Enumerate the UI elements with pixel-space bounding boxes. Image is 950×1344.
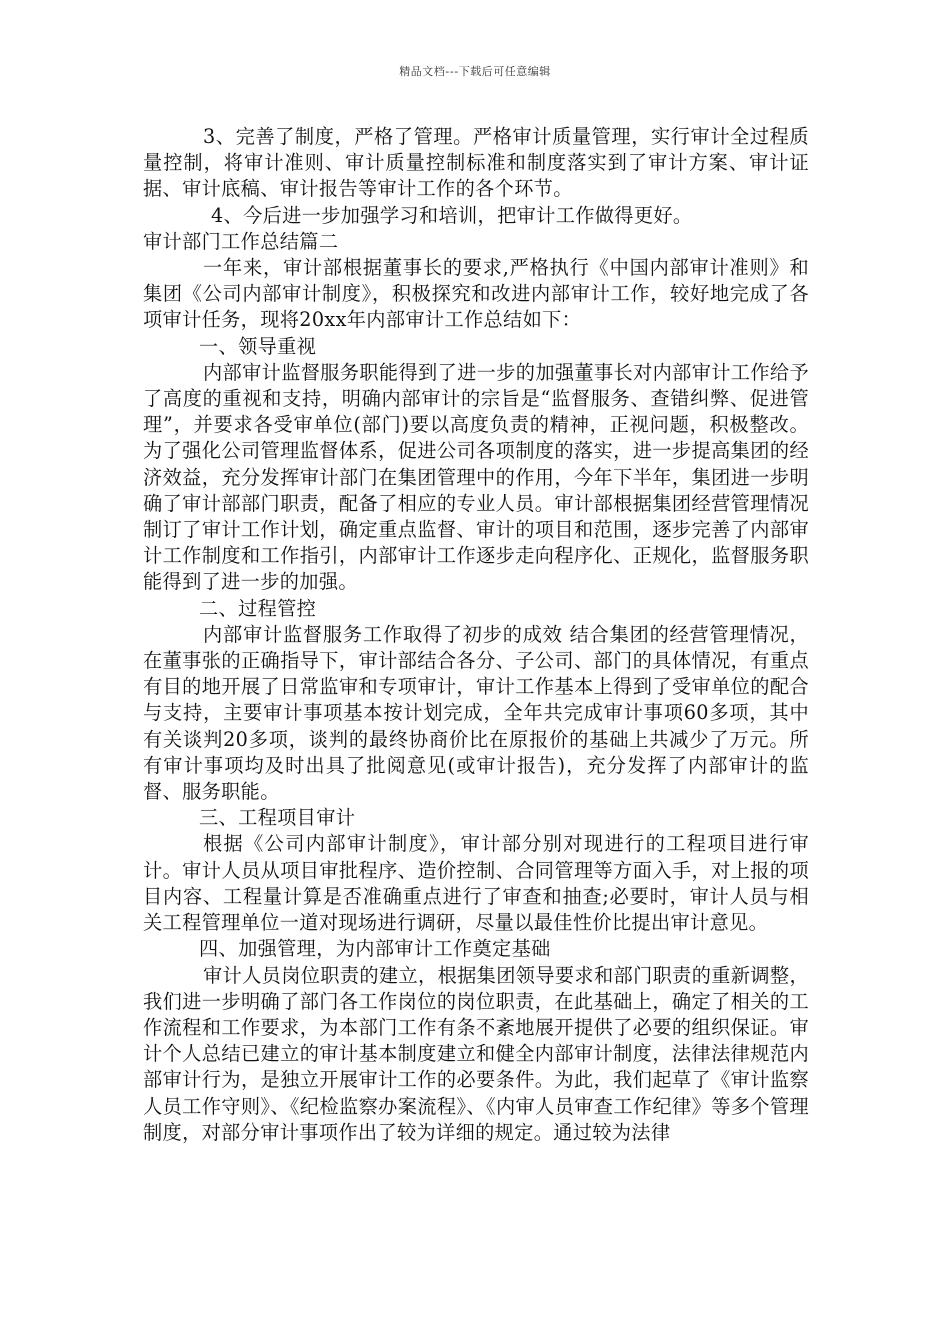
heading-strengthen-management: 四、加强管理，为内部审计工作奠定基础 — [199, 937, 551, 961]
paragraph-perfect-system: 3、完善了制度，严格了管理。严格审计质量管理，实行审计全过程质量控制，将审计准则、审计质量控制标准和制度落实到了审计方案、审计证据、审计底稿、审计报告等审计工作的各个环节。 — [143, 125, 809, 201]
paragraph-leadership: 内部审计监督服务职能得到了进一步的加强董事长对内部审计工作给予了高度的重视和支持，明确内部审计的宗旨是“监督服务、查错纠弊、促进管理”，并要求各受审单位(部门)要以高度负责的精神，正视问题，积极整改。为了强化公司管理监督体系，促进公司各项制度的落实，进一步提高集团的经济效益，充分发挥审计部门在集团管理中的作用，今年下半年，集团进一步明确了审计部部门职责，配备了相应的专业人员。审计部根据集团经营管理情况制订了审计工作计划，确定重点监督、审计的项目和范围，逐步完善了内部审计工作制度和工作指引，内部审计工作逐步走向程序化、正规化，监督服务职能得到了进一步的加强。 — [143, 360, 809, 594]
heading-process-control: 二、过程管控 — [199, 596, 317, 620]
heading-project-audit: 三、工程项目审计 — [199, 806, 356, 830]
header-note: 精品文档---下载后可任意编辑 — [399, 65, 551, 78]
section-title-part-two: 审计部门工作总结篇二 — [143, 229, 339, 253]
paragraph-intro-year: 一年来，审计部根据董事长的要求,严格执行《中国内部审计准则》和集团《公司内部审计制度》，积极探究和改进内部审计工作，较好地完成了各项审计任务，现将20xx年内部审计工作总结如下： — [143, 256, 809, 332]
paragraph-strengthen-management: 审计人员岗位职责的建立，根据集团领导要求和部门职责的重新调整，我们进一步明确了部门各工作岗位的岗位职责，在此基础上，确定了相关的工作流程和工作要求，为本部门工作有条不紊地展开提供了必要的组织保证。审计个人总结已建立的审计基本制度建立和健全内部审计制度，法律法律规范内部审计行为，是独立开展审计工作的必要条件。为此，我们起草了《审计监察人员工作守则》、《纪检监察办案流程》、《内审人员审查工作纪律》等多个管理制度，对部分审计事项作出了较为详细的规定。通过较为法律 — [143, 963, 809, 1144]
paragraph-project-audit: 根据《公司内部审计制度》，审计部分别对现进行的工程项目进行审计。审计人员从项目审批程序、造价控制、合同管理等方面入手，对上报的项目内容、工程量计算是否准确重点进行了审查和抽查;必要时，审计人员与相关工程管理单位一道对现场进行调研，尽量以最佳性价比提出审计意见。 — [143, 832, 809, 935]
paragraph-process-control: 内部审计监督服务工作取得了初步的成效 结合集团的经营管理情况，在董事张的正确指导下，审计部结合各分、子公司、部门的具体情况，有重点有目的地开展了日常监审和专项审计，审计工作基本上得到了受审单位的配合与支持，主要审计事项基本按计划完成，全年共完成审计事项60多项，其中有关谈判20多项，谈判的最终协商价比在原报价的基础上共减少了万元。所有审计事项均及时出具了批阅意见(或审计报告)，充分发挥了内部审计的监督、服务职能。 — [143, 622, 809, 804]
paragraph-further-training: 4、今后进一步加强学习和培训，把审计工作做得更好。 — [211, 203, 693, 227]
document-body — [143, 124, 809, 1146]
heading-leadership: 一、领导重视 — [199, 334, 317, 358]
